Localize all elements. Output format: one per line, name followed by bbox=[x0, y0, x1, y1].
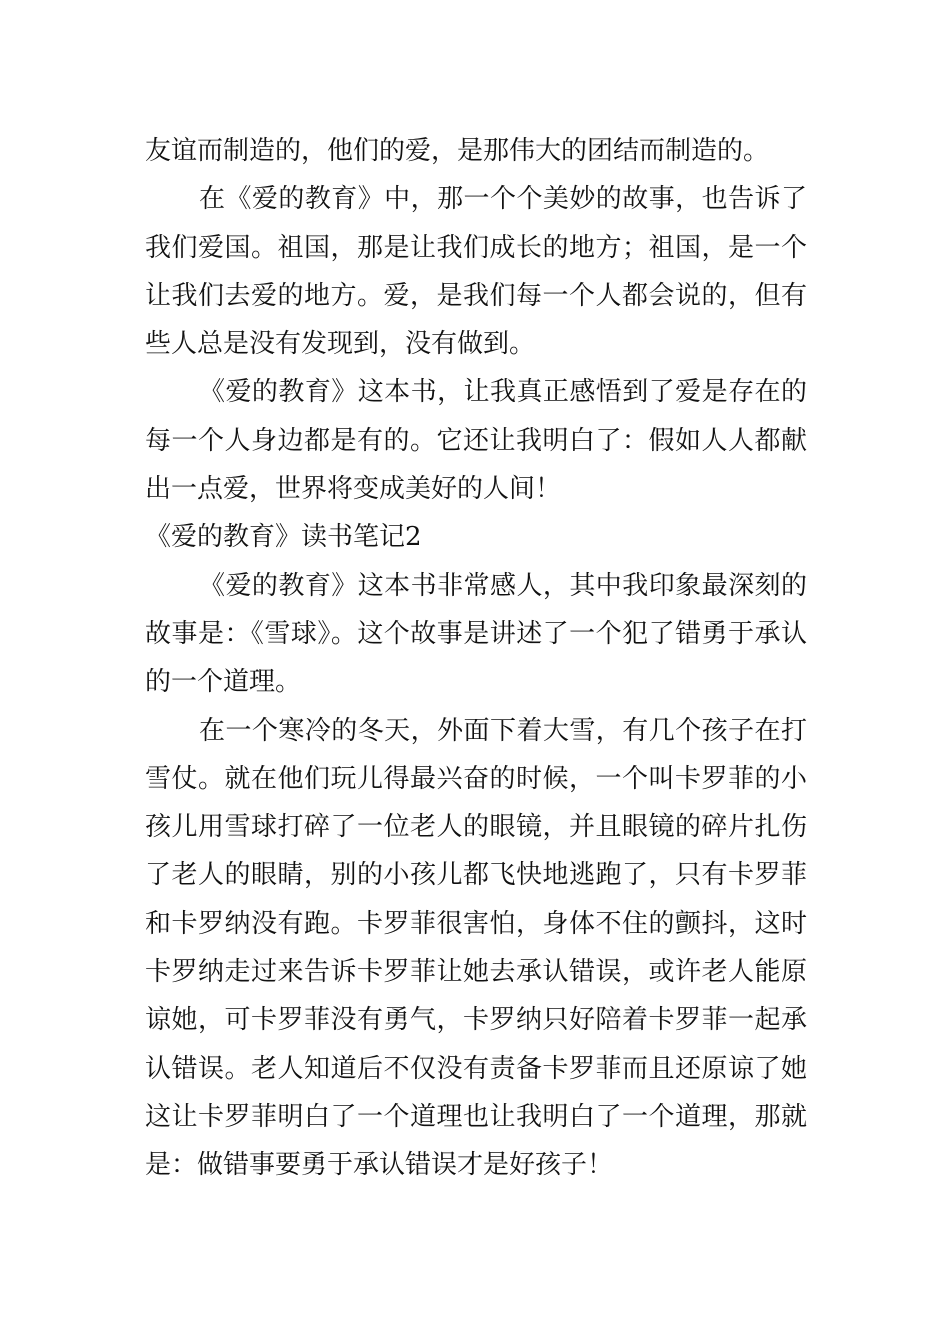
paragraph-conclusion: 《爱的教育》这本书，让我真正感悟到了爱是存在的每一个人身边都是有的。它还让我明白了：假如人人都献出一点爱，世界将变成美好的人间！ bbox=[145, 377, 807, 505]
section-heading: 《爱的教育》读书笔记2 bbox=[145, 522, 422, 553]
document-body bbox=[145, 127, 807, 1190]
paragraph-intro-snowball: 《爱的教育》这本书非常感人，其中我印象最深刻的故事是：《雪球》。这个故事是讲述了一个犯了错勇于承认的一个道理。 bbox=[145, 570, 807, 698]
paragraph-patriotism: 在《爱的教育》中，那一个个美妙的故事，也告诉了我们爱国。祖国，那是让我们成长的地方；祖国，是一个让我们去爱的地方。爱，是我们每一个人都会说的，但有些人总是没有发现到，没有做到。 bbox=[145, 184, 807, 360]
paragraph-snowball-story: 在一个寒冷的冬天，外面下着大雪，有几个孩子在打雪仗。就在他们玩儿得最兴奋的时候，一个叫卡罗菲的小孩儿用雪球打碎了一位老人的眼镜，并且眼镜的碎片扎伤了老人的眼睛，别的小孩儿都飞快地逃跑了，只有卡罗菲和卡罗纳没有跑。卡罗菲很害怕，身体不住的颤抖，这时卡罗纳走过来告诉卡罗菲让她去承认错误，或许老人能原谅她，可卡罗菲没有勇气，卡罗纳只好陪着卡罗菲一起承认错误。老人知道后不仅没有责备卡罗菲而且还原谅了她这让卡罗菲明白了一个道理也让我明白了一个道理，那就是：做错事要勇于承认错误才是好孩子！ bbox=[145, 715, 807, 1181]
paragraph-continued: 友谊而制造的，他们的爱，是那伟大的团结而制造的。 bbox=[145, 136, 770, 166]
